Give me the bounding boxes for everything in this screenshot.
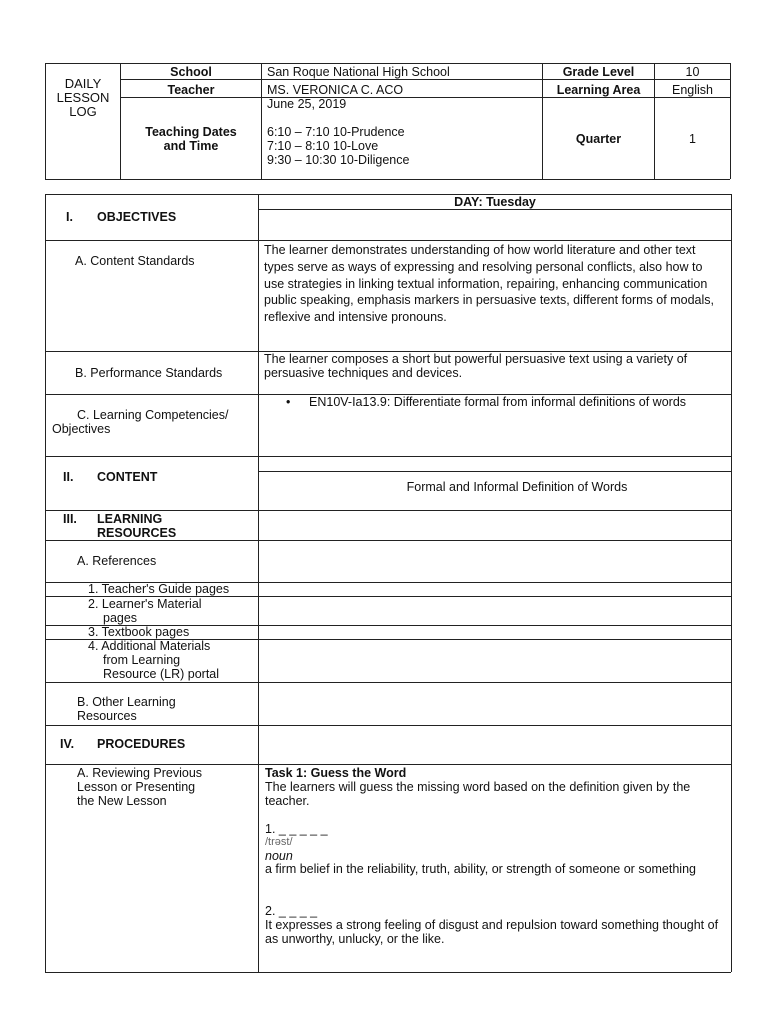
review-lesson-label: A. Reviewing Previous Lesson or Presenting the New Lesson <box>77 766 203 808</box>
content-standards-label: A. Content Standards <box>75 254 195 268</box>
references-label: A. References <box>77 554 157 568</box>
content-standards-text: The learner demonstrates understanding of how world literature and other text types serve as ways of expressing and resolving personal conflicts, also how to use strategies in linking textual information, repairing, enhancing communication public speaking, emphasis markers in persuasive texts, different forms of modals, reflexive and intensive pronouns. <box>264 243 714 325</box>
ref-item-4-cont-1: from Learning <box>103 653 181 667</box>
ref-item-4-cont-2: Resource (LR) portal <box>103 667 220 681</box>
learning-area-value: English <box>672 83 713 97</box>
schedule-3: 9:30 – 10:30 10-Diligence <box>267 153 410 167</box>
teacher-label: Teacher <box>167 83 215 97</box>
resources-heading: LEARNING RESOURCES <box>97 512 177 540</box>
question-1-blank: 1. _ _ _ _ _ <box>265 822 328 836</box>
date-value: June 25, 2019 <box>267 97 347 111</box>
question-2-definition: It expresses a strong feeling of disgust and repulsion toward something thought of as unworthy, unlucky, or the like. <box>265 918 719 946</box>
schedule-1: 6:10 – 7:10 10-Prudence <box>267 125 405 139</box>
ref-item-4: 4. Additional Materials <box>88 639 211 653</box>
learning-competencies-label-2: Objectives <box>52 422 111 436</box>
task-intro: The learners will guess the missing word based on the definition given by the teacher. <box>265 780 691 808</box>
learning-area-label: Learning Area <box>556 83 641 97</box>
day-label: DAY: Tuesday <box>454 195 536 209</box>
content-text: Formal and Informal Definition of Words <box>406 480 628 494</box>
quarter-label: Quarter <box>575 132 622 146</box>
performance-standards-label: B. Performance Standards <box>75 366 223 380</box>
grade-level-label: Grade Level <box>562 65 635 79</box>
competency-bullet: • <box>286 395 291 409</box>
procedures-number: IV. <box>60 737 75 751</box>
resources-number: III. <box>63 512 77 526</box>
learning-competencies-label: C. Learning Competencies/ <box>77 408 229 422</box>
quarter-value: 1 <box>689 132 696 146</box>
procedures-heading: PROCEDURES <box>97 737 186 751</box>
objectives-number: I. <box>66 210 73 224</box>
ref-item-1: 1. Teacher's Guide pages <box>88 582 230 596</box>
school-label: School <box>170 65 212 79</box>
question-1-definition: a firm belief in the reliability, truth, ability, or strength of someone or something <box>265 862 696 876</box>
task-title: Task 1: Guess the Word <box>265 766 407 780</box>
question-1-part-of-speech: noun <box>265 849 293 863</box>
competency-text: EN10V-Ia13.9: Differentiate formal from informal definitions of words <box>309 395 687 409</box>
question-2-blank: 2. _ _ _ _ <box>265 904 318 918</box>
grade-level-value: 10 <box>685 65 700 79</box>
ref-item-2-cont: pages <box>103 611 138 625</box>
content-heading: CONTENT <box>97 470 158 484</box>
performance-standards-text: The learner composes a short but powerful persuasive text using a variety of persuasive techniques and devices. <box>264 352 688 380</box>
daily-lesson-log-title: DAILY LESSON LOG <box>56 76 110 119</box>
question-1-phonetic: /trəst/ <box>265 836 293 848</box>
schedule-2: 7:10 – 8:10 10-Love <box>267 139 379 153</box>
objectives-heading: OBJECTIVES <box>97 210 177 224</box>
other-resources-label: B. Other Learning Resources <box>77 695 176 723</box>
teaching-dates-label: Teaching Dates and Time <box>145 125 237 153</box>
content-number: II. <box>63 470 74 484</box>
teacher-value: MS. VERONICA C. ACO <box>267 83 404 97</box>
school-value: San Roque National High School <box>267 65 450 79</box>
ref-item-2: 2. Learner's Material <box>88 597 202 611</box>
ref-item-3: 3. Textbook pages <box>88 625 190 639</box>
